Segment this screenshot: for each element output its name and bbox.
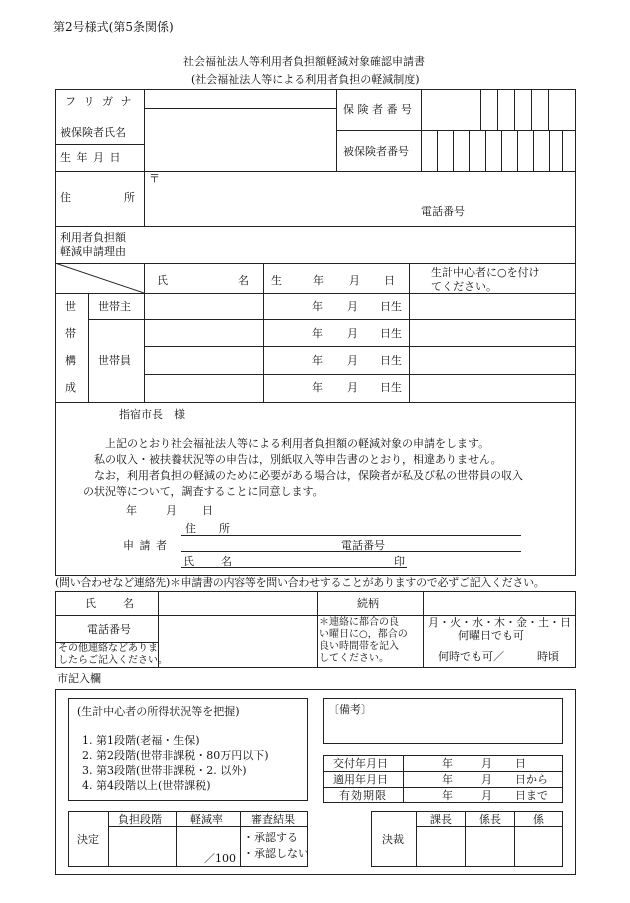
burden-level-input[interactable]: [109, 827, 175, 866]
section-chief-seal[interactable]: [417, 827, 464, 866]
insured-name-label: 被保険者氏名: [60, 126, 126, 139]
other-label-1: その他連絡などありま: [58, 643, 158, 654]
declaration-p3a: なお，利用者負担の軽減のために必要がある場合は，保険者が私及び私の世帯員の収入: [94, 469, 523, 482]
contact-phone-label: 電話番号: [87, 623, 131, 636]
level-4[interactable]: 4. 第4段階以上(世帯課税): [82, 779, 211, 792]
time-suffix: 時頃: [537, 650, 559, 663]
col-birth-1: 生: [271, 274, 282, 287]
row3-day: 日生: [380, 354, 402, 367]
applicant-addr-2: 所: [219, 522, 230, 535]
declaration-p1: 上記のとおり社会福祉法人等による利用者負担額の軽減対象の申請をします。: [105, 437, 490, 450]
member1-name-input[interactable]: [145, 320, 262, 345]
diagonal-corner: [55, 263, 144, 293]
effective-day: 日から: [515, 773, 548, 786]
apply-day: 日: [202, 504, 213, 517]
issue-year: 年: [442, 757, 453, 770]
section-chief-label: 課長: [430, 813, 452, 826]
reason-label-1: 利用者負担額: [60, 231, 126, 244]
contact-name-1: 氏: [85, 597, 96, 610]
household-side-4: 成: [65, 381, 76, 394]
row1-month: 月: [347, 300, 358, 313]
staff-seal[interactable]: [515, 827, 562, 866]
household-side-2: 帯: [65, 327, 76, 340]
approval-label: 決裁: [382, 833, 404, 846]
staff-label: 係: [533, 813, 544, 826]
row2-year: 年: [312, 327, 323, 340]
applicant-addr-1: 住: [185, 522, 196, 535]
row1-day: 日生: [380, 300, 402, 313]
applicant-name-2: 名: [221, 555, 232, 568]
applicant-phone-label: 電話番号: [341, 539, 385, 552]
birthdate-input[interactable]: [145, 145, 335, 170]
addressee: 指宿市長 様: [119, 408, 185, 421]
reject-option[interactable]: ・承認しない: [243, 847, 309, 860]
postal-mark: 〒: [149, 172, 160, 185]
contact-heading: (問い合わせなど連絡先)＊申請書の内容等を問い合わせすることがありますので必ずご記入ください。: [55, 576, 545, 589]
level-2[interactable]: 2. 第2段階(世帯非課税・80万円以下): [82, 749, 269, 762]
issue-day: 日: [515, 757, 526, 770]
col-birth-4: 日: [384, 274, 395, 287]
unit-chief-label: 係長: [479, 813, 501, 826]
birthdate-label: 生 年 月 日: [60, 151, 122, 164]
expiry-label: 有効期限: [339, 789, 387, 802]
rate-label: 軽減率: [190, 813, 223, 826]
form-title: 社会福祉法人等利用者負担額軽減対象確認申請書: [183, 55, 425, 68]
any-day-option[interactable]: 何曜日でも可: [458, 629, 524, 642]
col-mark-1: 生計中心者に○を付け: [431, 266, 540, 279]
contact-name-2: 名: [123, 597, 134, 610]
effective-month: 月: [481, 773, 492, 786]
relation-label: 続柄: [357, 597, 379, 610]
effective-year: 年: [442, 773, 453, 786]
remarks-label: 〔備考〕: [328, 703, 372, 716]
form-number: 第2号様式(第5条関係): [53, 20, 174, 34]
applicant-name-1: 氏: [183, 555, 194, 568]
applicant-label: 申 請 者: [123, 539, 168, 552]
row4-year: 年: [312, 381, 323, 394]
household-member-label: 世帯員: [98, 354, 131, 367]
approve-option[interactable]: ・承認する: [243, 831, 298, 844]
effective-date-label: 適用年月日: [333, 773, 388, 786]
contact-note-3: 良い時間帯を記入: [319, 641, 399, 652]
any-time-option[interactable]: 何時でも可／: [438, 650, 504, 663]
insured-number-label: 被保険者番号: [343, 145, 409, 158]
head-mark-cell[interactable]: [410, 294, 575, 318]
contact-phone-input[interactable]: [159, 616, 316, 667]
col-name-2: 名: [238, 274, 249, 287]
apply-month: 月: [166, 504, 177, 517]
contact-note-1: ＊連絡に都合の良: [319, 617, 399, 628]
unit-chief-seal[interactable]: [466, 827, 513, 866]
row4-month: 月: [347, 381, 358, 394]
reason-input[interactable]: [145, 227, 575, 262]
member3-mark-cell[interactable]: [410, 375, 575, 401]
income-status-title: (生計中心者の所得状況等を把握): [77, 705, 240, 718]
apply-year: 年: [126, 504, 137, 517]
issue-date-label: 交付年月日: [333, 757, 388, 770]
row3-month: 月: [347, 354, 358, 367]
relation-input[interactable]: [424, 592, 575, 614]
form-subtitle: (社会福祉法人等による利用者負担の軽減制度): [191, 73, 420, 86]
contact-note-2: い曜日に○，都合の: [319, 629, 408, 640]
member3-name-input[interactable]: [145, 375, 262, 401]
member1-mark-cell[interactable]: [410, 320, 575, 345]
applicant-address-input[interactable]: [235, 520, 520, 534]
address-label-1: 住: [60, 191, 71, 204]
level-3[interactable]: 3. 第3段階(世帯非課税・2. 以外): [82, 764, 247, 777]
member2-mark-cell[interactable]: [410, 347, 575, 373]
furigana-label: フ リ ガ ナ: [65, 95, 134, 108]
contact-name-input[interactable]: [159, 592, 316, 614]
rate-suffix: ／100: [204, 852, 236, 865]
col-mark-2: てください。: [431, 280, 497, 293]
weekday-options[interactable]: 月・火・水・木・金・土・日: [428, 616, 571, 629]
member2-name-input[interactable]: [145, 347, 262, 373]
head-name-input[interactable]: [145, 294, 262, 318]
furigana-input[interactable]: [145, 90, 335, 107]
expiry-day: 日まで: [515, 789, 548, 802]
issue-month: 月: [481, 757, 492, 770]
contact-note-4: してください。: [319, 653, 389, 664]
rate-input[interactable]: [177, 827, 239, 852]
result-label: 審査結果: [251, 813, 295, 826]
seal-mark: 印: [394, 555, 405, 568]
row2-day: 日生: [380, 327, 402, 340]
applicant-name-input[interactable]: [235, 553, 385, 566]
address-label-2: 所: [124, 191, 135, 204]
head-of-household-label: 世帯主: [98, 300, 131, 313]
row3-year: 年: [312, 354, 323, 367]
household-side-1: 世: [65, 300, 76, 313]
row1-year: 年: [312, 300, 323, 313]
insurer-number-input[interactable]: [422, 90, 575, 129]
row2-month: 月: [347, 327, 358, 340]
insurer-number-label: 保 険 者 番 号: [343, 103, 412, 116]
office-heading: 市記入欄: [57, 672, 101, 685]
insured-number-input[interactable]: [422, 131, 575, 170]
other-label-2: したらご記入ください。: [58, 655, 168, 666]
expiry-year: 年: [442, 789, 453, 802]
address-input[interactable]: [160, 172, 575, 225]
declaration-p2: 私の収入・被扶養状況等の申告は，別紙収入等申告書のとおり，相違ありません。: [94, 453, 502, 466]
col-birth-2: 年: [313, 274, 324, 287]
phone-label: 電話番号: [421, 205, 465, 218]
level-1[interactable]: 1. 第1段階(老福・生保): [82, 734, 200, 747]
col-name-1: 氏: [157, 274, 168, 287]
reason-label-2: 軽減申請理由: [60, 245, 126, 258]
decision-label: 決定: [77, 833, 99, 846]
burden-level-label: 負担段階: [118, 813, 162, 826]
expiry-month: 月: [481, 789, 492, 802]
col-birth-3: 月: [349, 274, 360, 287]
household-side-3: 構: [65, 354, 76, 367]
declaration-p3b: の状況等について，調査することに同意します。: [83, 485, 324, 498]
row4-day: 日生: [380, 381, 402, 394]
